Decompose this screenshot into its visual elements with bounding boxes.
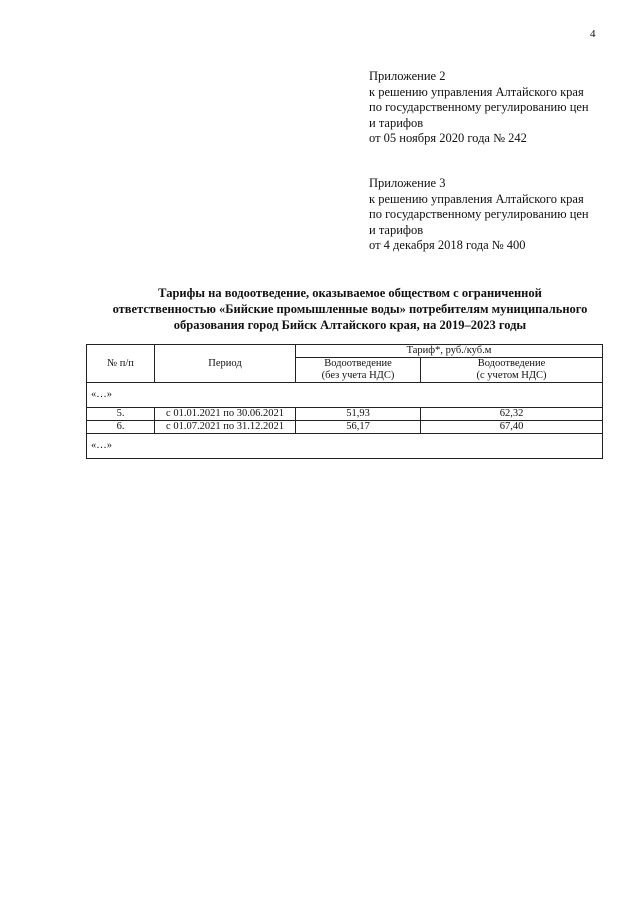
appendix-2-line: Приложение 2 (369, 69, 446, 83)
row-period: с 01.07.2021 по 31.12.2021 (155, 421, 296, 434)
ellipsis-cell: «…» (87, 434, 603, 459)
row-tariff-no-vat: 51,93 (296, 408, 421, 421)
appendix-3-line: Приложение 3 (369, 176, 446, 190)
row-tariff-no-vat: 56,17 (296, 421, 421, 434)
appendix-2-line: и тарифов (369, 115, 424, 130)
title-line: образования город Бийск Алтайского края, на 2019–2023 годы (173, 318, 527, 332)
row-tariff-vat: 62,32 (421, 408, 603, 421)
header-vat-line1: Водоотведение (477, 358, 546, 369)
row-number: 5. (87, 408, 155, 421)
appendix-2-header (369, 69, 619, 147)
header-no-vat (296, 358, 421, 383)
header-no-vat-line2: (без учета НДС) (321, 370, 395, 381)
header-vat (421, 358, 603, 383)
header-number: № п/п (87, 345, 155, 383)
header-vat-line2: (с учетом НДС) (476, 370, 547, 381)
table-header-row (87, 345, 603, 358)
document-title (80, 285, 620, 333)
ellipsis-cell: «…» (87, 383, 603, 408)
title-line: Тарифы на водоотведение, оказываемое обществом с ограниченной (158, 286, 542, 300)
appendix-3-line: к решению управления Алтайского края (369, 191, 584, 206)
title-line: ответственностью «Бийские промышленные воды» потребителям муниципального (112, 302, 588, 316)
header-no-vat-line1: Водоотведение (324, 358, 392, 369)
appendix-3-line: по государственному регулированию цен (369, 207, 589, 221)
appendix-2-line: от 05 ноября 2020 года № 242 (369, 131, 527, 145)
header-tariff: Тариф*, руб./куб.м (296, 345, 603, 358)
appendix-3-line: и тарифов (369, 222, 424, 237)
ellipsis-row-top (87, 383, 603, 408)
appendix-3-header (369, 176, 619, 254)
table-row (87, 408, 603, 421)
table-row (87, 421, 603, 434)
tariff-table (86, 344, 603, 459)
appendix-2-line: по государственному регулированию цен (369, 100, 589, 114)
appendix-2-line: к решению управления Алтайского края (369, 84, 584, 99)
ellipsis-row-bottom (87, 434, 603, 459)
header-period: Период (155, 345, 296, 383)
row-tariff-vat: 67,40 (421, 421, 603, 434)
row-number: 6. (87, 421, 155, 434)
appendix-3-line: от 4 декабря 2018 года № 400 (369, 238, 526, 252)
page-number: 4 (590, 28, 596, 40)
row-period: с 01.01.2021 по 30.06.2021 (155, 408, 296, 421)
